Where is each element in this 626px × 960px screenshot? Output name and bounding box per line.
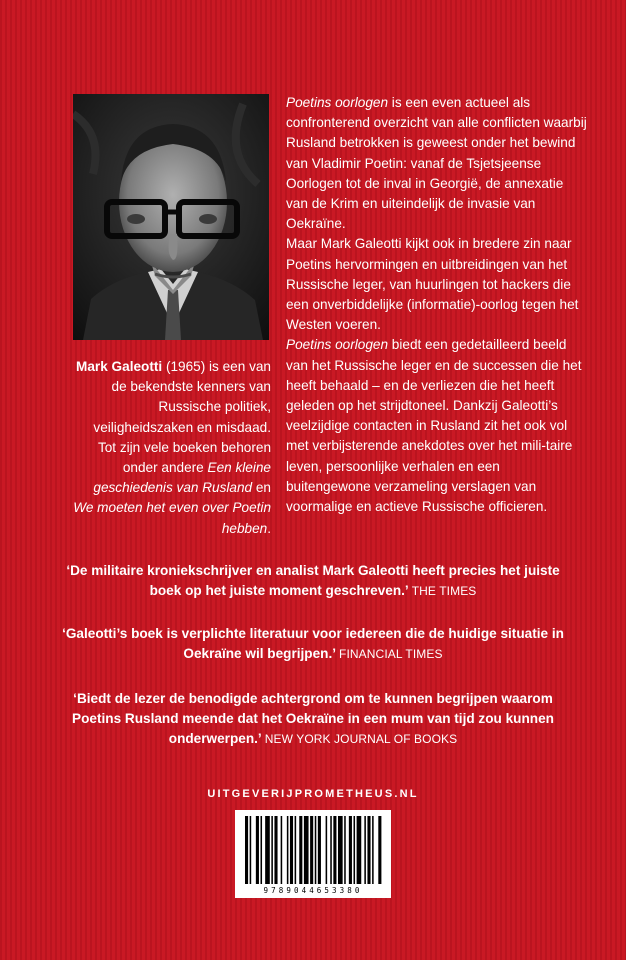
- description-text-3: biedt een gedetailleerd beeld van het Russische leger en de successen die het heeft behaald – en de verliezen die het heeft geleden op het strijdtoneel. Dankzij Galeotti’s veelzijdige contacten in Rusland zit het ook vol met verbijsterende anekdotes over het mili-taire leven, persoonlijke verhalen en een buitengewone verzameling verslagen van voormalige en actieve Russische officieren.: [286, 337, 582, 515]
- quote-text: ‘Biedt de lezer de benodigde achtergrond om te kunnen begrijpen waarom Poetins Rusland meende dat het Oekraïne in een mum van tijd zou kunnen onderwerpen.’: [72, 691, 554, 747]
- quote-source: NEW YORK JOURNAL OF BOOKS: [264, 732, 458, 747]
- author-book-1: Een kleine geschiedenis van Rusland: [93, 460, 271, 496]
- author-bio-text-3: .: [267, 520, 271, 536]
- description-paragraph-1: [286, 93, 588, 234]
- barcode-bars: [235, 810, 391, 898]
- author-bio: [73, 357, 271, 539]
- description-paragraph-2: Maar Mark Galeotti kijkt ook in bredere zin naar Poetins hervormingen en uitbreidingen van het Russische leger, van huurlingen tot hackers die een onverbiddelijke (informatie)-oorlog tegen het Westen voeren.: [286, 236, 579, 333]
- book-description: [286, 93, 588, 517]
- quote-source: THE TIMES: [411, 584, 477, 599]
- review-quote: [60, 624, 566, 664]
- book-title-mention: Poetins oorlogen: [286, 337, 389, 353]
- barcode-number: 9789044653380: [263, 886, 363, 895]
- author-bio-text-1: (1965) is een van de bekendste kenners van Russische politiek, veiligheidszaken en misdaad. Tot zijn vele boeken behoren onder andere: [93, 359, 271, 476]
- book-title-mention: Poetins oorlogen: [286, 95, 389, 110]
- review-quote: [60, 689, 566, 750]
- author-name: Mark Galeotti: [76, 359, 163, 374]
- author-bio-text-2: en: [252, 480, 271, 496]
- barcode: [235, 810, 391, 898]
- review-quote: [60, 561, 566, 601]
- author-photo: [73, 94, 269, 340]
- quote-text: ‘Galeotti’s boek is verplichte literatuur voor iedereen die de huidige situatie in Oekraïne wil begrijpen.’: [62, 626, 564, 662]
- author-book-2: We moeten het even over Poetin hebben: [73, 500, 271, 536]
- description-text-1: is een even actueel als confronterend overzicht van alle conflicten waarbij Rusland betrokken is geweest onder het bewind van Vladimir Poetin: vanaf de Tsjetsjeense Oorlogen tot de inval in Georgië, de annexatie van de Krim en uiteindelijk de invasie van Oekraïne.: [286, 95, 587, 232]
- quote-text: ‘De militaire kroniekschrijver en analist Mark Galeotti heeft precies het juiste boek op het juiste moment geschreven.’: [66, 563, 560, 599]
- description-paragraph-3: [286, 335, 588, 517]
- publisher-website: UITGEVERIJPROMETHEUS.NL: [207, 788, 419, 800]
- quote-source: FINANCIAL TIMES: [339, 647, 443, 662]
